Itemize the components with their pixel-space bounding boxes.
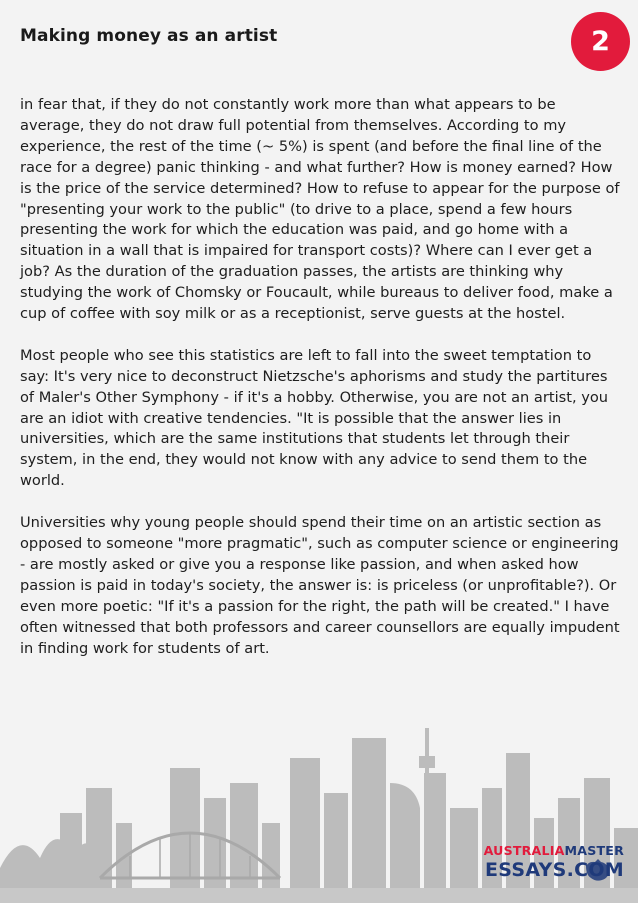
page-header xyxy=(0,0,638,80)
paragraph-1: in fear that, if they do not constantly work more than what appears to be average, they do not draw full potential from themselves. According to my experience, the rest of the time (~ 5%) is spent (and before the final line of the race for a degree) panic thinking - and what further? How is money earned? How is the price of the service determined? How to refuse to appear for the purpose of "presenting your work to the public" (to drive to a place, spend a few hours presenting the work for which the education was paid, and go home with a situation in a wall that is impaired for transport costs)? Where can I ever get a job? As the duration of the graduation passes, the artists are thinking why studying the work of Chomsky or Foucault, while bureaus to deliver food, make a cup of coffee with soy milk or as a receptionist, serve guests at the hostel. xyxy=(20,96,620,323)
brand-logo xyxy=(474,843,624,887)
brand-logo-line2: ESSAYS.COM xyxy=(484,859,624,881)
paragraph-2: Most people who see this statistics are left to fall into the sweet temptation to say: It's very nice to deconstruct Nietzsche's aphorisms and study the partitures of Maler's Other Symphony - if it's a hobby. Otherwise, you are not an artist, you are an idiot with creative tendencies. "It is possible that the answer lies in universities, which are the same institutions that students let through their system, in the end, they would not know with any advice to send them to the world. xyxy=(20,346,609,490)
brand-logo-line1 xyxy=(474,843,624,858)
brand-logo-master: MASTER xyxy=(564,843,624,858)
page-number-badge: 2 xyxy=(571,12,630,71)
brand-logo-australia: AUSTRALIA xyxy=(483,843,565,858)
article-body xyxy=(20,95,622,680)
paragraph-3: Universities why young people should spend their time on an artistic section as opposed to someone "more pragmatic", such as computer science or engineering - are mostly asked or give you a response like passion, and when asked how passion is paid in today's society, the answer is: is priceless (or unprofitable?). Or even more poetic: "If it's a passion for the right, the path will be created." I have often witnessed that both professors and career counsellors are equally impudent in finding work for students of art. xyxy=(20,514,620,657)
page-title: Making money as an artist xyxy=(20,26,278,46)
